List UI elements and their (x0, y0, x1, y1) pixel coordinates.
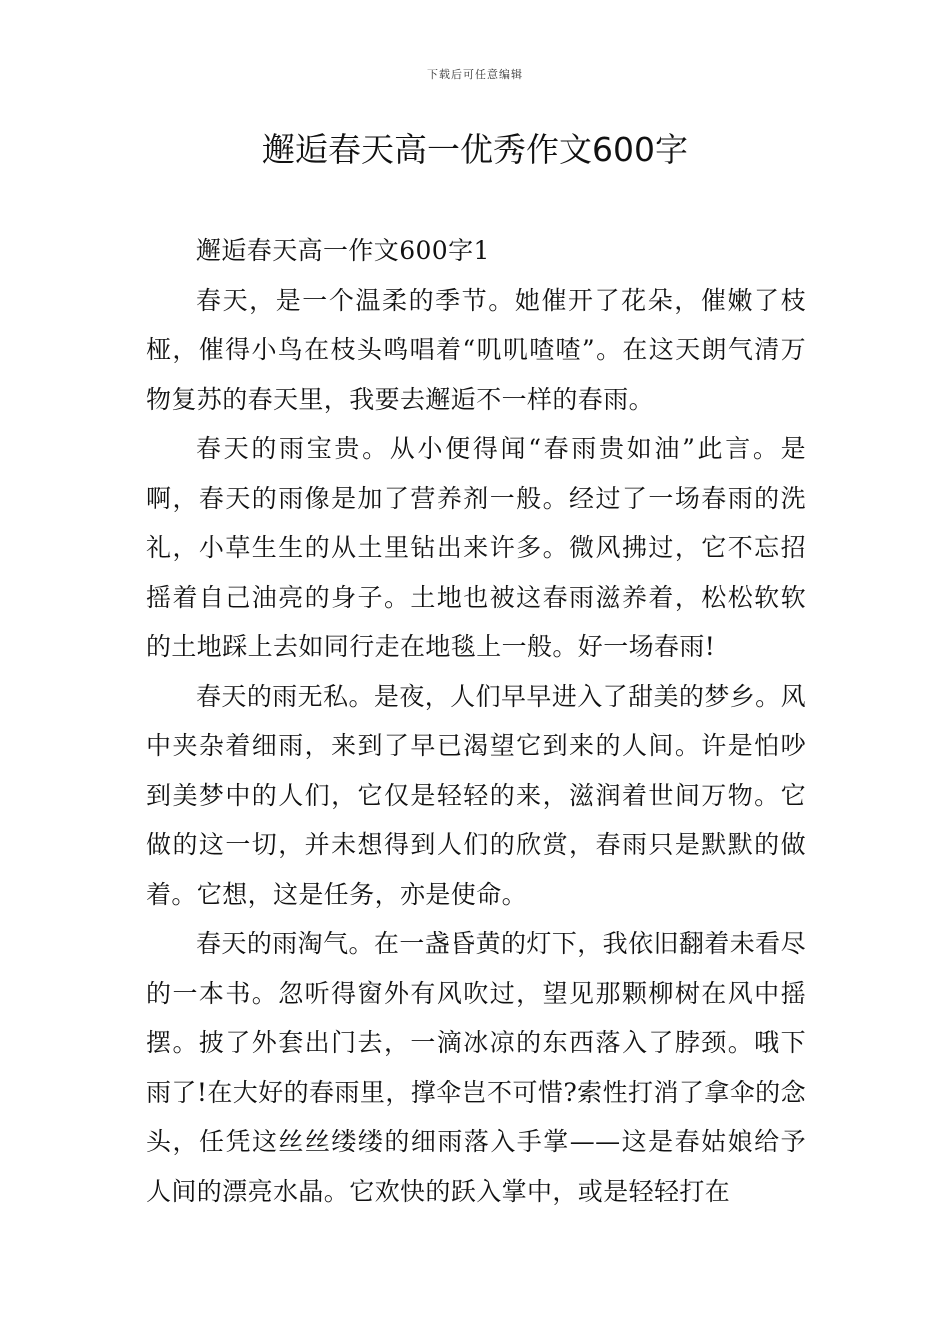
section-subtitle: 邂逅春天高一作文600字1 (196, 236, 490, 265)
paragraph-2: 春天的雨宝贵。从小便得闻“春雨贵如油”此言。是啊，春天的雨像是加了营养剂一般。经过了一场春雨的洗礼，小草生生的从土里钻出来许多。微风拂过，它不忘招摇着自己油亮的身子。土地也被这春雨滋养着，松松软软的土地踩上去如同行走在地毯上一般。好一场春雨! (146, 434, 806, 661)
paragraph-3: 春天的雨无私。是夜，人们早早进入了甜美的梦乡。风中夹杂着细雨，来到了早已渴望它到来的人间。许是怕吵到美梦中的人们，它仅是轻轻的来，滋润着世间万物。它做的这一切，并未想得到人们的欣赏，春雨只是默默的做着。它想，这是任务，亦是使命。 (146, 681, 806, 909)
article-body (146, 226, 806, 1216)
page-title: 邂逅春天高一优秀作文600字 (262, 130, 688, 169)
paragraph-4: 春天的雨淘气。在一盏昏黄的灯下，我依旧翻着未看尽的一本书。忽听得窗外有风吹过，望见那颗柳树在风中摇摆。披了外套出门去，一滴冰凉的东西落入了脖颈。哦下雨了!在大好的春雨里，撑伞岂不可惜?索性打消了拿伞的念头，任凭这丝丝缕缕的细雨落入手掌——这是春姑娘给予人间的漂亮水晶。它欢快的跃入掌中，或是轻轻打在 (146, 929, 806, 1206)
header-note: 下载后可任意编辑 (427, 68, 523, 81)
paragraph-1: 春天，是一个温柔的季节。她催开了花朵，催嫩了枝桠，催得小鸟在枝头鸣唱着“叽叽喳喳”。在这天朗气清万物复苏的春天里，我要去邂逅不一样的春雨。 (146, 285, 806, 414)
